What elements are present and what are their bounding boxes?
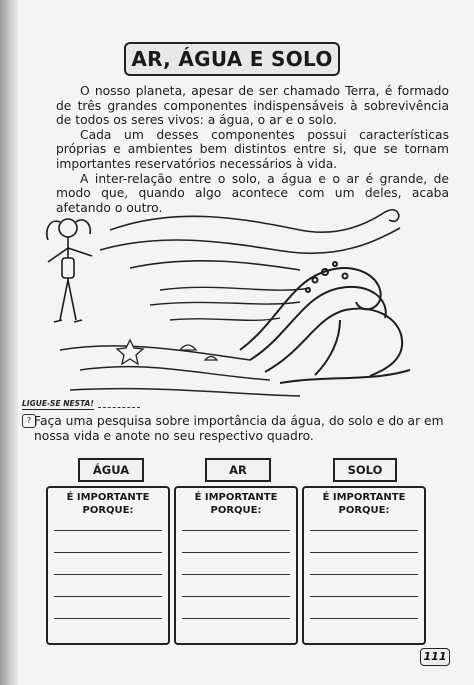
ocean-wave-illustration: [240, 262, 410, 383]
question-marker-icon: ?: [22, 414, 36, 428]
answer-line[interactable]: [182, 574, 290, 575]
answer-line[interactable]: [54, 530, 162, 531]
answer-box-solo[interactable]: [302, 486, 426, 645]
page-title: AR, ÁGUA E SOLO: [131, 47, 333, 71]
beach-scene-svg: [40, 200, 450, 400]
intro-text: [56, 84, 449, 215]
label-ar: [205, 458, 271, 482]
air-swirls: [100, 210, 400, 270]
answer-prompt-solo: É IMPORTANTE PORQUE:: [322, 492, 406, 516]
girl-illustration: [47, 219, 92, 322]
label-solo-text: SOLO: [347, 463, 383, 477]
label-ar-text: AR: [229, 463, 247, 477]
answer-box-agua[interactable]: [46, 486, 170, 645]
shell-icon: [180, 345, 196, 350]
research-instruction: Faça uma pesquisa sobre importância da água, do solo e do ar em nossa vida e anote no seu respectivo quadro.: [34, 414, 444, 443]
answer-line[interactable]: [310, 618, 418, 619]
badge-divider: [98, 407, 140, 408]
shoreline: [60, 346, 300, 396]
answer-line[interactable]: [54, 574, 162, 575]
answer-box-ar[interactable]: [174, 486, 298, 645]
answer-line[interactable]: [182, 530, 290, 531]
bleed-through-text: · · ·: [348, 226, 363, 236]
paragraph-2: Cada um desses componentes possui características próprias e ambientes bem distintos entre si, que se tornam importantes reservatórios necessários à vida.: [56, 127, 449, 171]
beach-scene-illustration: [40, 200, 450, 400]
label-agua: [78, 458, 144, 482]
paragraph-3: A inter-relação entre o solo, a água e o ar é grande, de modo que, quando algo acontece com um deles, acaba afetando o outro.: [56, 171, 449, 215]
tip-badge-label: LIGUE-SE NESTA!: [22, 398, 94, 408]
answer-line[interactable]: [54, 618, 162, 619]
page-number: 111: [420, 648, 450, 666]
paragraph-1: O nosso planeta, apesar de ser chamado Terra, é formado de três grandes componentes indispensáveis à sobrevivência de todos os seres vivos: a água, o ar e o solo.: [56, 84, 449, 128]
starfish-icon: [117, 340, 143, 364]
label-agua-text: ÁGUA: [92, 463, 130, 477]
tip-badge: [22, 397, 140, 411]
answer-line[interactable]: [182, 552, 290, 553]
answer-line[interactable]: [310, 530, 418, 531]
book-binding-shadow: [0, 0, 18, 685]
shell-icon-small: [205, 357, 217, 361]
answer-line[interactable]: [310, 552, 418, 553]
answer-line[interactable]: [182, 596, 290, 597]
answer-line[interactable]: [310, 574, 418, 575]
answer-prompt-ar: É IMPORTANTE PORQUE:: [194, 492, 278, 516]
title-box: [124, 42, 340, 76]
answer-line[interactable]: [310, 596, 418, 597]
answer-line[interactable]: [182, 618, 290, 619]
beach-objects: [117, 340, 217, 364]
label-solo: [333, 458, 397, 482]
answer-prompt-agua: É IMPORTANTE PORQUE:: [66, 492, 150, 516]
answer-line[interactable]: [54, 552, 162, 553]
sea-lines: [150, 287, 310, 320]
answer-line[interactable]: [54, 596, 162, 597]
swirl-icon: [385, 210, 399, 222]
